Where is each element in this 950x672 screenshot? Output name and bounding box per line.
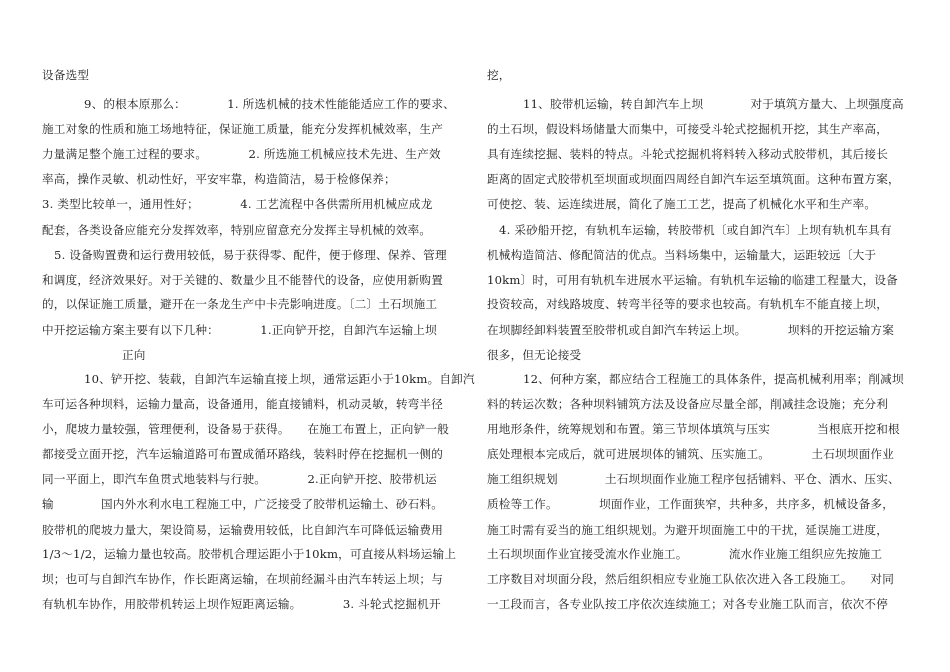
- text-line: 9、的根本原那么： 1. 所选机械的技术性能能适应工作的要求、: [84, 97, 455, 111]
- text-line: 1/3～1/2，运输力量也较高。胶带机合理运距小于10km，可直接从料场运输上: [42, 547, 457, 561]
- text-line: 设备选型: [42, 68, 90, 82]
- text-line: 具有连续挖掘、装料的特点。斗轮式挖掘机将料转入移动式胶带机，其后接长: [487, 147, 888, 161]
- text-line: 土石坝坝面作业宜接受流水作业施工。 流水作业施工组织应先按施工: [487, 547, 883, 561]
- text-line: 10、铲开挖、装载，自卸汽车运输直接上坝，通常运距小于10km。自卸汽: [84, 372, 475, 386]
- text-line: 配套，各类设备应能充分发挥效率，特别应留意充分发挥主导机械的效率。: [42, 223, 432, 237]
- text-line: 的土石坝，假设料场储量大而集中，可接受斗轮式挖掘机开挖，其生产率高，: [487, 122, 888, 136]
- text-line: 小，爬坡力量较强，管理便利，设备易于获得。 在施工布置上，正向铲一般: [42, 422, 449, 436]
- text-line: 在坝脚经卸料装置至胶带机或自卸汽车转运上坝。 坝料的开挖运输方案: [487, 323, 894, 337]
- text-line: 坝；也可与自卸汽车协作，作长距离运输，在坝前经漏斗由汽车转运上坝；与: [42, 572, 443, 586]
- text-line: 正向: [122, 348, 146, 362]
- text-line: 施工组织规划 土石坝坝面作业施工程序包括铺料、平仓、洒水、压实、: [487, 472, 900, 486]
- text-line: 率高，操作灵敏、机动性好，平安牢靠，构造简洁，易于检修保养；: [42, 172, 396, 186]
- text-line: 一工段而言，各专业队按工序依次连续施工；对各专业施工队而言，依次不停: [487, 597, 888, 611]
- text-line: 胶带机的爬坡力量大，架设简易，运输费用较低，比自卸汽车可降低运输费用: [42, 523, 443, 537]
- text-line: 的，以保证施工质量，避开在一条龙生产中卡壳影响进度。〔二〕土石坝施工: [42, 297, 438, 311]
- text-line: 车可运各种坝料，运输力量高，设备通用，能直接铺料，机动灵敏，转弯半径: [42, 397, 443, 411]
- text-line: 输 国内外水利水电工程施工中，广泛接受了胶带机运输土、砂石料。: [42, 497, 443, 511]
- text-line: 底处理根本完成后，就可进展坝体的铺筑、压实施工。 土石坝坝面作业: [487, 447, 894, 461]
- text-line: 都接受立面开挖，汽车运输道路可布置成循环路线，装料时停在挖掘机一侧的: [42, 447, 443, 461]
- text-line: 很多，但无论接受: [487, 348, 582, 362]
- text-line: 质检等工作。 坝面作业，工作面狭窄，共种多，共序多，机械设备多，: [487, 497, 894, 511]
- text-line: 3. 类型比较单一，通用性好； 4. 工艺流程中各供需所用机械应成龙: [42, 197, 433, 211]
- text-line: 施工对象的性质和施工场地特征，保证施工质量，能充分发挥机械效率，生产: [42, 122, 443, 136]
- text-line: 同一平面上，即汽车鱼贯式地装料与行驶。 2.正向铲开挖、胶带机运: [42, 472, 437, 486]
- right-text-column: [487, 0, 907, 672]
- text-line: 中开挖运输方案主要有以下几种： 1.正向铲开挖，自卸汽车运输上坝: [42, 323, 437, 337]
- text-line: 11、胶带机运输，转自卸汽车上坝 对于填筑方量大、上坝强度高: [523, 97, 904, 111]
- text-line: 4. 采砂船开挖，有轨机车运输，转胶带机〔或自卸汽车〕上坝有轨机车具有: [499, 223, 892, 237]
- text-line: 挖，: [487, 68, 511, 82]
- text-line: 距离的固定式胶带机至坝面或坝面四周经自卸汽车运至填筑面。这种布置方案，: [487, 172, 900, 186]
- text-line: 5. 设备购置费和运行费用较低，易于获得零、配件，便于修理、保养、管理: [54, 248, 447, 262]
- text-line: 和调度，经济效果好。对于关键的、数量少且不能替代的设备，应使用新购置: [42, 273, 443, 287]
- text-line: 力量满足整个施工过程的要求。 2. 所选施工机械应技术先进、生产效: [42, 147, 441, 161]
- text-line: 料的转运次数；各种坝料铺筑方法及设备应尽量全部，削减挂念设施；充分利: [487, 397, 888, 411]
- text-line: 10km〕时，可用有轨机车进展水平运输。有轨机车运输的临建工程量大，设备: [487, 273, 898, 287]
- text-line: 施工时需有妥当的施工组织规划。为避开坝面施工中的干扰，延误施工进度，: [487, 523, 888, 537]
- text-line: 工序数目对坝面分段，然后组织相应专业施工队依次进入各工段施工。 对同: [487, 572, 894, 586]
- text-line: 可使挖、装、运连续进展，简化了施工工艺，提高了机械化水平和生产率。: [487, 197, 877, 211]
- text-line: 用地形条件，统筹规划和布置。第三节坝体填筑与压实 当根底开挖和根: [487, 422, 900, 436]
- left-text-column: [42, 0, 475, 672]
- text-line: 12、何种方案，都应结合工程施工的具体条件，提高机械利用率；削减坝: [523, 372, 904, 386]
- text-line: 有轨机车协作，用胶带机转运上坝作短距离运输。 3. 斗轮式挖掘机开: [42, 597, 441, 611]
- text-line: 投资较高，对线路坡度、转弯半径等的要求也较高。有轨机车不能直接上坝，: [487, 297, 888, 311]
- text-line: 机械构造简洁、修配简洁的优点。当料场集中，运输量大，运距较远〔大于: [487, 248, 877, 262]
